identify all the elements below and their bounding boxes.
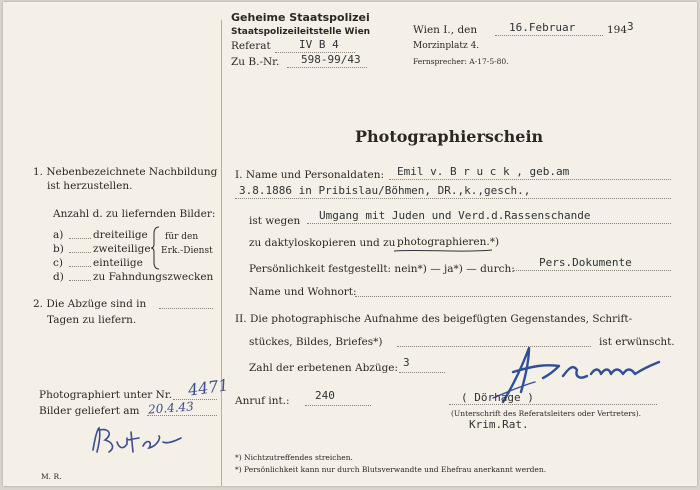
brace-label-2: Erk.-Dienst xyxy=(161,246,213,256)
item2-line1: 2. Die Abzüge sind in xyxy=(33,298,147,310)
item1-line1: 1. Nebenbezeichnete Nachbildung xyxy=(33,166,218,178)
photographed-label: Photographiert unter Nr. xyxy=(39,389,173,401)
brace-label-1: für den xyxy=(165,232,199,242)
signatory-name: ( Dörhage ) xyxy=(461,391,534,404)
section2-line2-left: stückes, Bildes, Briefes*) xyxy=(249,336,383,348)
option-b-blank xyxy=(69,252,91,253)
org-name: Geheime Staatspolizei xyxy=(231,11,370,24)
option-a-text: dreiteilige xyxy=(93,229,148,241)
call-value: 240 xyxy=(315,389,335,402)
dakty-word: photographieren.*) xyxy=(397,236,500,248)
footnote-2: *) Persönlichkeit kann nur durch Blutsverwandte und Ehefrau anerkannt werden. xyxy=(235,465,547,474)
option-b-letter: b) xyxy=(53,243,64,255)
address-underline xyxy=(355,296,671,297)
section1-label: I. Name und Personaldaten: xyxy=(235,169,384,181)
phone: Fernsprecher: A-17-5-80. xyxy=(413,57,509,66)
address-label: Name und Wohnort: xyxy=(249,286,357,298)
signature-caption: (Unterschrift des Referatsleiters oder Vertreters). xyxy=(451,409,642,418)
item2-blank xyxy=(159,308,213,309)
option-d-letter: d) xyxy=(53,271,64,283)
city-label: Wien I., den xyxy=(413,24,478,36)
org-subname: Staatspolizeileitstelle Wien xyxy=(231,27,371,37)
zu-value: 598-99/43 xyxy=(301,53,361,66)
option-d-text: zu Fahndungszwecken xyxy=(93,271,214,283)
option-c-text: einteilige xyxy=(93,257,143,269)
identity-underline xyxy=(513,270,671,271)
item1-line2: ist herzustellen. xyxy=(47,180,133,192)
identity-typed: Pers.Dokumente xyxy=(539,256,632,269)
brace-icon xyxy=(151,226,161,270)
signatory-rank: Krim.Rat. xyxy=(469,418,529,431)
name-underline xyxy=(389,179,671,180)
date-underline xyxy=(495,35,603,36)
clerk-signature xyxy=(87,424,187,458)
year-prefix: 194 xyxy=(607,24,628,36)
photographed-number: 4471 xyxy=(186,375,230,400)
delivered-label: Bilder geliefert am xyxy=(39,405,140,417)
zu-label: Zu B.-Nr. xyxy=(231,56,280,68)
option-d-blank xyxy=(69,280,91,281)
footer-mark: M. R. xyxy=(41,472,62,481)
section2-line2-right: ist erwünscht. xyxy=(599,336,675,348)
document-sheet xyxy=(3,2,697,486)
dakty-underline-mark xyxy=(393,248,493,254)
referat-value: IV B 4 xyxy=(299,38,339,51)
count-label: Anzahl d. zu liefernden Bilder: xyxy=(53,208,216,220)
wegen-underline xyxy=(307,223,671,224)
name-typed: Emil v. B r u c k , geb.am xyxy=(397,165,570,178)
identity-label: Persönlichkeit festgestellt: nein*) — ja*) — durch: xyxy=(249,263,515,275)
call-label: Anruf int.: xyxy=(235,395,290,407)
document-title: Photographierschein xyxy=(355,127,544,146)
birth-underline xyxy=(235,198,671,199)
option-b-text: zweiteilige xyxy=(93,243,151,255)
delivered-date: 20.4.43 xyxy=(147,399,195,417)
copies-underline xyxy=(399,372,445,373)
option-c-letter: c) xyxy=(53,257,63,269)
option-a-blank xyxy=(69,238,91,239)
section2-line1: II. Die photographische Aufnahme des beigefügten Gegenstandes, Schrift- xyxy=(235,313,633,325)
dakty-prefix: zu daktyloskopieren und zu xyxy=(249,237,396,249)
footnote-1: *) Nichtzutreffendes streichen. xyxy=(235,453,353,462)
signature-underline xyxy=(449,404,657,405)
birth-typed: 3.8.1886 in Pribislau/Böhmen, DR.,k.,gesch., xyxy=(239,184,531,197)
address: Morzinplatz 4. xyxy=(413,41,480,51)
zu-underline xyxy=(287,67,367,68)
column-divider xyxy=(221,20,222,486)
copies-label: Zahl der erbetenen Abzüge: xyxy=(249,362,399,374)
call-underline xyxy=(305,405,371,406)
option-c-blank xyxy=(69,266,91,267)
option-a-letter: a) xyxy=(53,229,64,241)
wegen-typed: Umgang mit Juden und Verd.d.Rassenschande xyxy=(319,209,591,222)
year-suffix: 3 xyxy=(627,20,634,33)
date-value: 16.Februar xyxy=(509,21,576,34)
referat-label: Referat xyxy=(231,40,271,52)
copies-value: 3 xyxy=(403,356,410,369)
item2-line2: Tagen zu liefern. xyxy=(47,314,137,326)
wegen-label: ist wegen xyxy=(249,215,301,227)
